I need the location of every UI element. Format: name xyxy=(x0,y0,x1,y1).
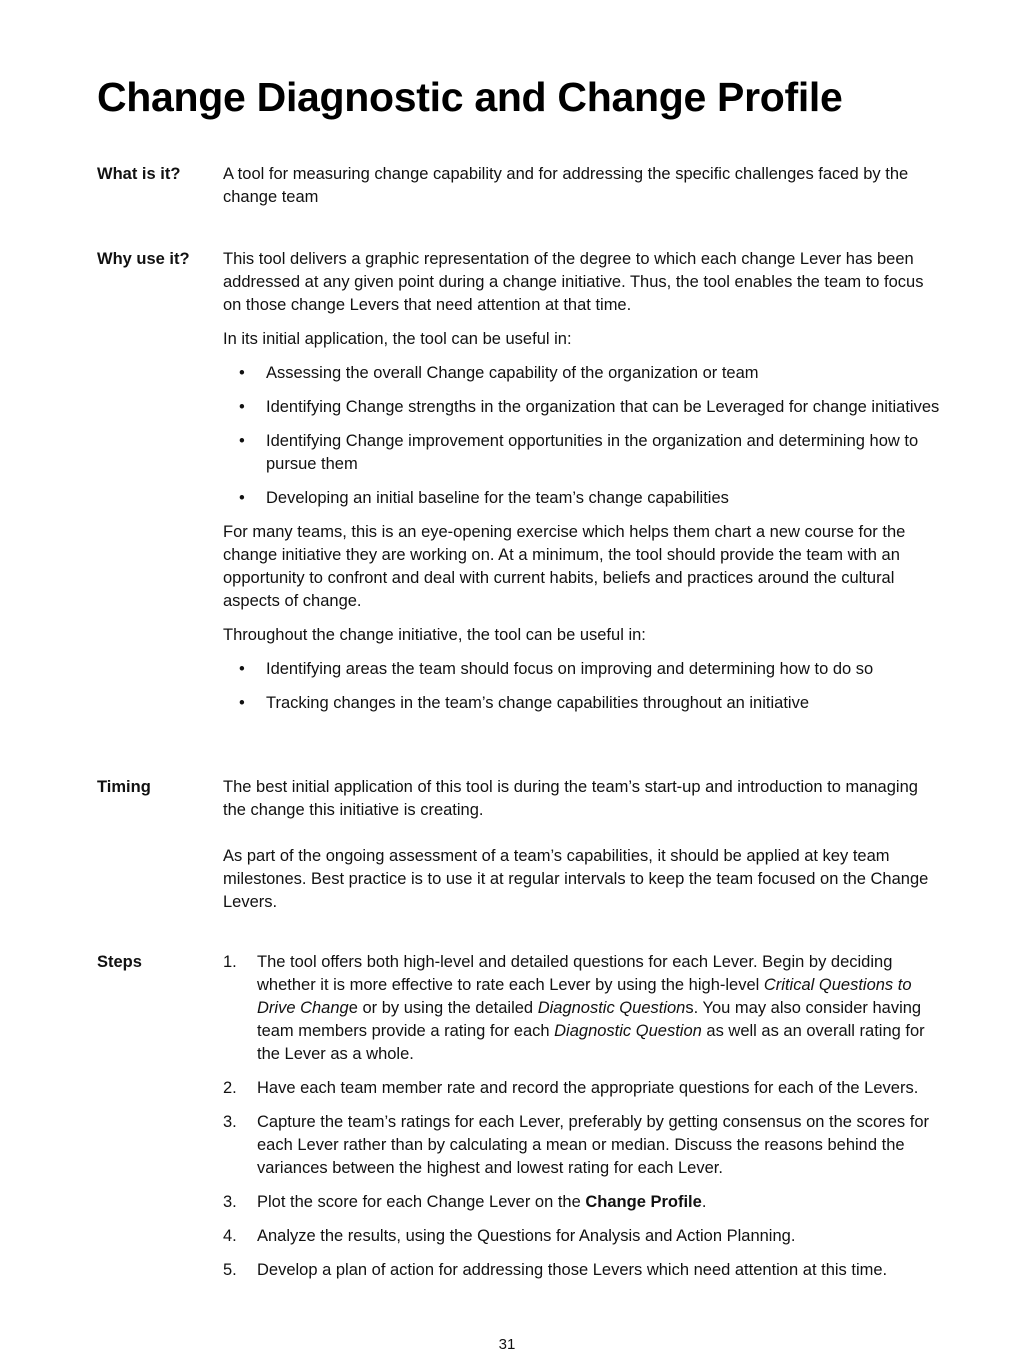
step-number: 5. xyxy=(223,1261,237,1279)
why-paragraph-1: This tool delivers a graphic representation of the degree to which each change Lever has been addressed at any given point during a change initiative. Thus, the tool enables the team to focus on those change Levers that need attention at that time. xyxy=(223,250,924,314)
why-paragraph-3: For many teams, this is an eye-opening exercise which helps them chart a new course for the change initiative they are working on. At a minimum, the tool should provide the team with an opportunity to confront and deal with current habits, beliefs and practices around the cultural aspects of change. xyxy=(223,523,906,610)
step-item: 5. Develop a plan of action for addressing those Levers which need attention at this time. xyxy=(223,1259,945,1282)
bullet-icon: • xyxy=(239,660,245,678)
page-title: Change Diagnostic and Change Profile xyxy=(97,74,843,120)
bullet-icon: • xyxy=(239,694,245,712)
step-item: 3. Capture the team’s ratings for each Lever, preferably by getting consensus on the scores for each Lever rather than by calculating a mean or median. Discuss the reasons behind the variances between the highest and lowest rating for each Lever. xyxy=(223,1113,929,1177)
section-body-timing xyxy=(223,776,943,925)
step-number: 2. xyxy=(223,1079,237,1097)
bullet-icon: • xyxy=(239,489,245,507)
section-label-why: Why use it? xyxy=(97,250,190,268)
list-item: • Developing an initial baseline for the team’s change capabilities xyxy=(223,487,943,510)
bullet-icon: • xyxy=(239,432,245,450)
section-label-what: What is it? xyxy=(97,165,181,183)
step-item: 2. Have each team member rate and record the appropriate questions for each of the Levers. xyxy=(223,1077,945,1100)
initial-application-list xyxy=(223,362,943,510)
list-item: • Identifying Change strengths in the organization that can be Leveraged for change initiatives xyxy=(223,396,943,419)
page-number: 31 xyxy=(498,1336,516,1353)
what-text: A tool for measuring change capability and for addressing the specific challenges faced by the change team xyxy=(223,165,909,206)
bullet-icon: • xyxy=(239,364,245,382)
step-item: 3. Plot the score for each Change Lever on the Change Profile. xyxy=(223,1191,945,1214)
list-item: • Identifying Change improvement opportunities in the organization and determining how to pursue them xyxy=(239,432,919,473)
throughout-initiative-list xyxy=(223,658,943,715)
step-item: 1. The tool offers both high-level and detailed questions for each Lever. Begin by deciding whether it is more effective to rate each Lever by using the high-level Critical Questions to Drive Change or by using the detailed Diagnostic Questions. You may also consider having team members provide a rating for each Diagnostic Question as well as an overall rating for the Lever as a whole. xyxy=(223,953,925,1063)
section-body-steps xyxy=(223,951,945,1293)
list-item: • Tracking changes in the team’s change capabilities throughout an initiative xyxy=(223,692,943,715)
step-number: 3. xyxy=(223,1113,237,1131)
list-item: • Assessing the overall Change capability of the organization or team xyxy=(223,362,943,385)
section-body-why xyxy=(223,248,943,726)
why-paragraph-4: Throughout the change initiative, the tool can be useful in: xyxy=(223,626,646,644)
why-paragraph-2: In its initial application, the tool can be useful in: xyxy=(223,330,572,348)
section-label-steps: Steps xyxy=(97,953,142,971)
step-number: 1. xyxy=(223,953,237,971)
section-label-timing: Timing xyxy=(97,778,151,796)
step-item: 4. Analyze the results, using the Questions for Analysis and Action Planning. xyxy=(223,1225,945,1248)
steps-list xyxy=(223,951,945,1282)
step-number: 4. xyxy=(223,1227,237,1245)
timing-paragraph-1: The best initial application of this tool is during the team’s start-up and introduction to managing the change this initiative is creating. xyxy=(223,778,918,819)
timing-paragraph-2: As part of the ongoing assessment of a team’s capabilities, it should be applied at key team milestones. Best practice is to use it at regular intervals to keep the team focused on the Change Levers. xyxy=(223,847,929,911)
list-item: • Identifying areas the team should focus on improving and determining how to do so xyxy=(223,658,943,681)
bullet-icon: • xyxy=(239,398,245,416)
section-body-what xyxy=(223,163,943,220)
step-number: 3. xyxy=(223,1193,237,1211)
